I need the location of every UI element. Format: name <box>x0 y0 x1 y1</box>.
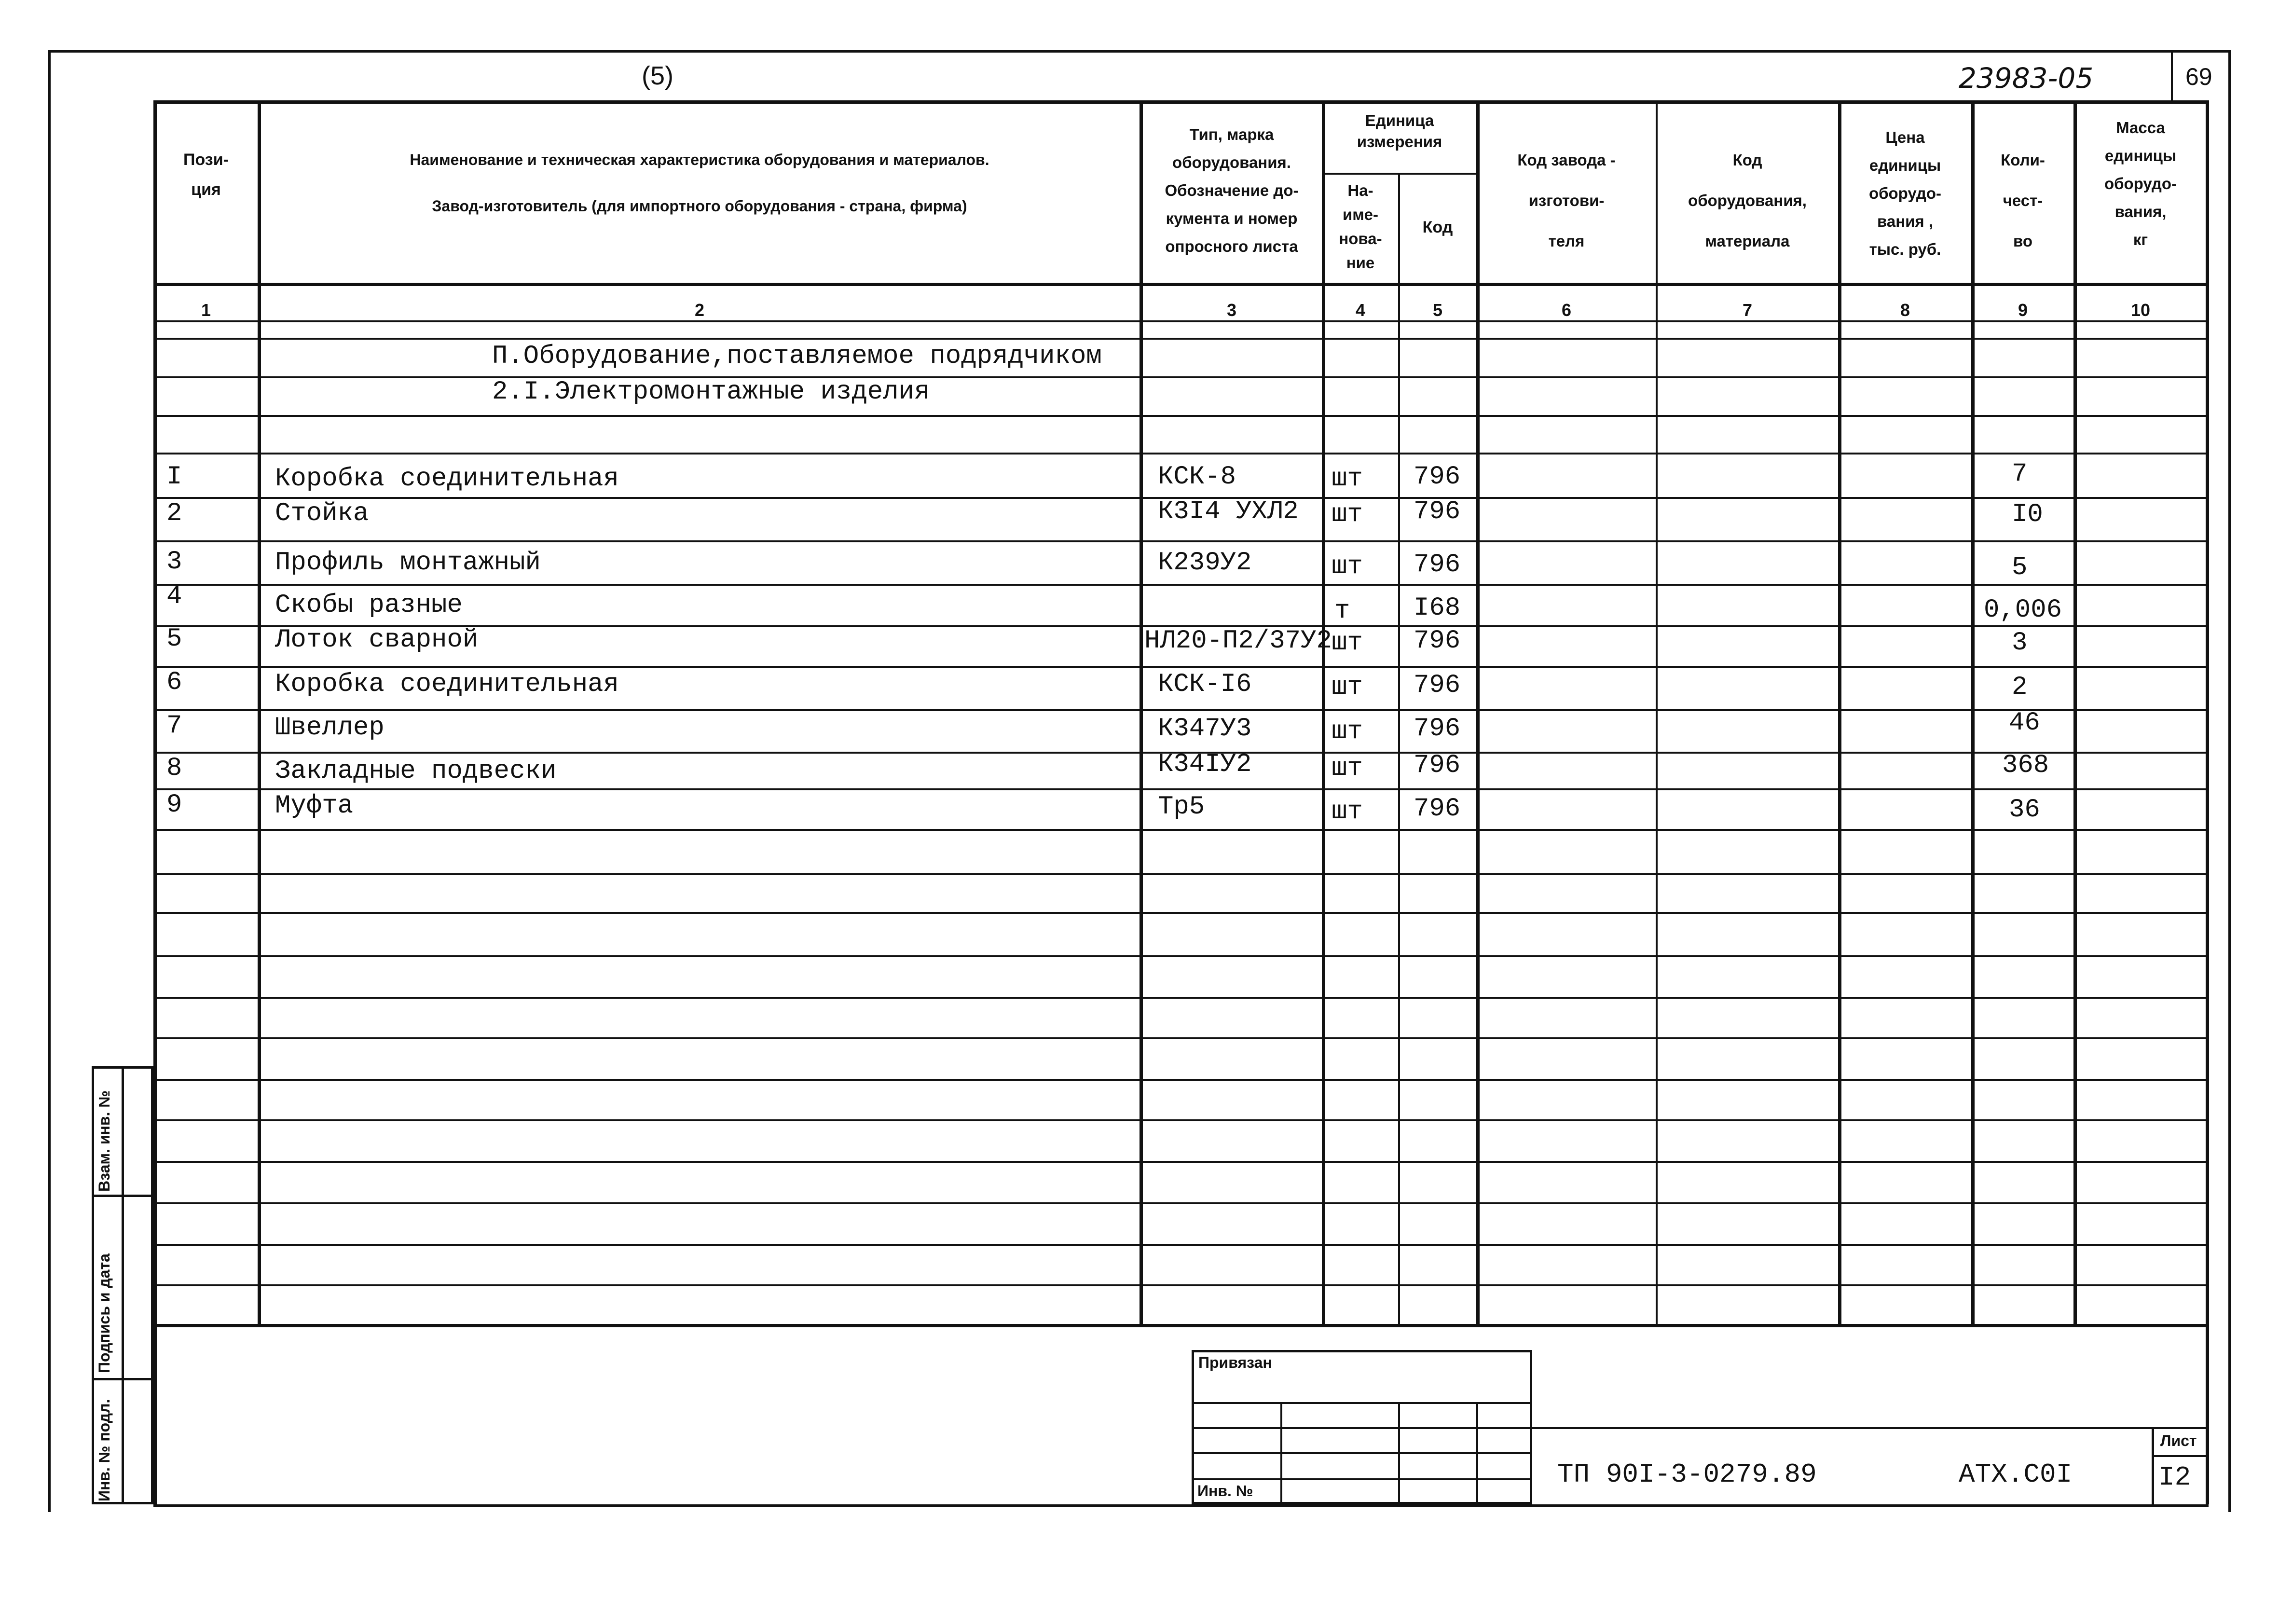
handwritten-code: 23983-05 <box>1959 62 2094 95</box>
row-name: Стойка <box>275 499 369 528</box>
side-stamp-inv-podl: Инв. № подл. <box>96 1399 113 1501</box>
side-stamp-podpis: Подпись и дата <box>96 1253 113 1373</box>
header-name-line1: Наименование и техническая характеристика оборудования и материалов. <box>410 151 989 168</box>
row-position: 7 <box>166 711 182 741</box>
header-unit-code: Код <box>1422 218 1453 236</box>
col-num-7: 7 <box>1742 300 1753 320</box>
row-unit-code: 796 <box>1414 751 1461 780</box>
header-unit-name: На- име- нова- ние <box>1339 181 1382 272</box>
section-title: П.Оборудование,поставляемое подрядчиком <box>492 342 1102 371</box>
row-unit-code: 796 <box>1414 714 1461 743</box>
subsection-title: 2.I.Электромонтажные изделия <box>492 377 930 407</box>
header-factory-code: Код завода - изготови- теля <box>1517 151 1616 250</box>
row-unit: шт <box>1332 552 1363 581</box>
header-price: Цена единицы оборудо- вания , тыс. руб. <box>1868 128 1942 258</box>
corner-number: 69 <box>2185 63 2212 90</box>
row-position: 8 <box>166 754 182 783</box>
row-type: Тр5 <box>1158 792 1205 822</box>
row-name: Муфта <box>275 791 354 821</box>
col-num-4: 4 <box>1355 300 1366 320</box>
sheet-bottom-line <box>153 1504 2209 1507</box>
header-unit-group: Единица измерения <box>1357 111 1442 151</box>
header-mass: Масса единицы оборудо- вания, кг <box>2104 119 2177 248</box>
row-unit: шт <box>1332 754 1363 783</box>
side-stamp-vzam: Взам. инв. № <box>96 1090 113 1192</box>
row-unit-code: 796 <box>1414 550 1461 579</box>
col-num-1: 1 <box>201 300 211 320</box>
row-quantity: 368 <box>2002 751 2049 780</box>
col-num-6: 6 <box>1561 300 1572 320</box>
row-unit: шт <box>1332 628 1363 658</box>
row-type: КСК-I6 <box>1158 670 1252 699</box>
row-unit-code: 796 <box>1414 626 1461 656</box>
header-equipment-code: Код оборудования, материала <box>1688 151 1807 250</box>
col-num-9: 9 <box>2018 300 2028 320</box>
header-position: Пози- ция <box>183 151 229 199</box>
row-type: КСК-8 <box>1158 462 1236 492</box>
row-type: К239У2 <box>1158 548 1252 578</box>
row-name: Закладные подвески <box>275 757 557 786</box>
row-type: К3I4 УХЛ2 <box>1158 497 1299 526</box>
row-position: I <box>166 462 182 492</box>
row-name: Скобы разные <box>275 591 463 620</box>
row-unit-code: 796 <box>1414 497 1461 526</box>
row-name: Профиль монтажный <box>275 548 541 578</box>
document-code: ТП 90I-3-0279.89 <box>1557 1459 1817 1490</box>
col-num-10: 10 <box>2130 300 2151 320</box>
row-name: Лоток сварной <box>275 625 479 655</box>
col-num-5: 5 <box>1432 300 1443 320</box>
row-unit: шт <box>1332 797 1363 826</box>
row-position: 3 <box>166 547 182 577</box>
row-quantity: 7 <box>2012 459 2028 489</box>
col-num-2: 2 <box>694 300 705 320</box>
title-block-top-line <box>1532 1427 2208 1429</box>
sheet-number: I2 <box>2158 1462 2191 1493</box>
row-position: 9 <box>166 790 182 820</box>
header-name-line2: Завод-изготовитель (для импортного оборудования - страна, фирма) <box>432 197 967 215</box>
row-name: Коробка соединительная <box>275 670 619 699</box>
section-number: (5) <box>642 61 673 90</box>
row-unit-code: 796 <box>1414 671 1461 700</box>
row-unit: шт <box>1332 500 1363 529</box>
row-quantity: 3 <box>2012 628 2028 658</box>
row-unit: шт <box>1332 717 1363 746</box>
privyazan-label: Привязан <box>1198 1354 1272 1371</box>
row-quantity: 2 <box>2012 673 2028 702</box>
row-quantity: 5 <box>2012 553 2028 582</box>
row-unit-code: I68 <box>1414 593 1461 623</box>
row-unit-code: 796 <box>1414 462 1461 492</box>
row-position: 4 <box>166 582 182 611</box>
row-position: 2 <box>166 499 182 528</box>
row-unit: шт <box>1332 464 1363 494</box>
row-unit-code: 796 <box>1414 794 1461 824</box>
row-position: 6 <box>166 668 182 697</box>
col-num-3: 3 <box>1226 300 1237 320</box>
row-quantity: 0,006 <box>1984 595 2062 625</box>
row-quantity: 36 <box>2009 795 2040 825</box>
row-position: 5 <box>166 624 182 654</box>
row-quantity: 46 <box>2009 708 2040 738</box>
header-quantity: Коли- чест- во <box>2001 151 2045 250</box>
inv-no-label: Инв. № <box>1197 1482 1253 1500</box>
row-name: Коробка соединительная <box>275 464 619 494</box>
row-unit: т <box>1334 596 1350 626</box>
header-type: Тип, марка оборудования. Обозначение до- кумента и номер опросного листа <box>1165 125 1299 255</box>
row-type: НЛ20-П2/37У2 <box>1144 626 1332 656</box>
row-type: К347У3 <box>1158 714 1252 743</box>
row-name: Швеллер <box>275 713 384 743</box>
sheet-label: Лист <box>2160 1432 2197 1449</box>
row-quantity: I0 <box>2012 500 2043 529</box>
row-unit: шт <box>1332 673 1363 702</box>
row-type: К34IУ2 <box>1158 750 1252 779</box>
col-num-8: 8 <box>1900 300 1910 320</box>
document-mark: АТХ.С0I <box>1959 1459 2073 1490</box>
